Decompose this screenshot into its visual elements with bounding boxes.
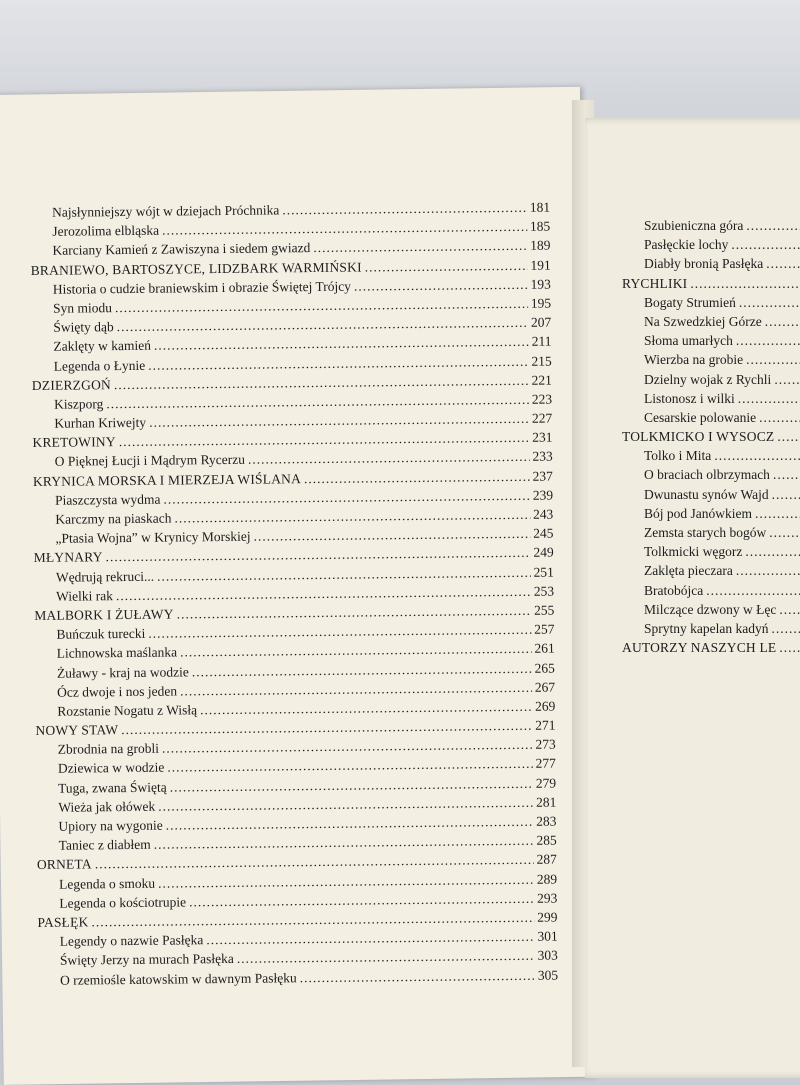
- toc-entry-title: Wieża jak ołówek: [58, 798, 156, 815]
- dot-leader: [163, 488, 530, 508]
- toc-section-row: [622, 429, 800, 448]
- dot-leader: [95, 852, 534, 873]
- dot-leader: [166, 814, 534, 834]
- toc-entry-title: Buńczuk turecki: [56, 625, 146, 642]
- toc-entry-title: Wędrują rekruci...: [55, 568, 155, 585]
- toc-entry-title: Słoma umarłych: [644, 333, 733, 349]
- toc-entry-title: ORNETA: [36, 856, 92, 873]
- toc-entry-title: Dzielny wojak z Rychli: [644, 371, 772, 387]
- toc-page-number: 261: [534, 640, 555, 657]
- toc-entry-row: [622, 295, 800, 314]
- toc-page-number: 269: [534, 698, 556, 714]
- toc-entry-title: Zemsta starych bogów: [644, 525, 767, 540]
- dot-leader: [706, 583, 800, 599]
- toc-entry-title: Na Szwedzkiej Górze: [644, 313, 762, 329]
- dot-leader: [162, 219, 527, 239]
- dot-leader: [254, 526, 531, 545]
- toc-entry-title: Diabły bronią Pasłęka: [644, 256, 764, 272]
- dot-leader: [174, 507, 530, 527]
- toc-entry-title: Historia o cudzie braniewskim i obrazie Świętej Trójcy: [52, 278, 352, 297]
- toc-entry-row: [622, 448, 800, 467]
- dot-leader: [154, 334, 529, 354]
- toc-entry-title: „Ptasia Wojna” w Krynicy Morskiej: [55, 528, 251, 546]
- toc-entry-row: [622, 218, 800, 237]
- toc-entry-title: MŁYNARY: [33, 549, 103, 566]
- toc-page-number: 189: [530, 237, 551, 254]
- toc-page-number: 239: [532, 487, 554, 503]
- dot-leader: [304, 468, 530, 486]
- toc-entry-title: Pasłęckie lochy: [644, 237, 729, 253]
- dot-leader: [282, 200, 527, 219]
- toc-entry-title: Upiory na wygonie: [58, 817, 163, 834]
- toc-entry-title: Piaszczysta wydma: [55, 491, 161, 508]
- dot-leader: [154, 833, 534, 853]
- toc-entry-row: [622, 602, 800, 621]
- dot-leader: [158, 795, 533, 815]
- dot-leader: [772, 487, 800, 503]
- toc-page-number: 195: [530, 295, 552, 311]
- toc-entry-title: Bratobójca: [644, 582, 704, 598]
- dot-leader: [180, 679, 532, 699]
- toc-page-number: 245: [533, 525, 554, 541]
- toc-page-number: 273: [535, 736, 556, 752]
- toc-entry-title: Listonosz i wilki: [644, 390, 735, 406]
- toc-page-number: 233: [532, 448, 553, 465]
- dot-leader: [91, 910, 534, 931]
- table-of-contents-left: [30, 200, 558, 992]
- toc-entry-title: Legendy o nazwie Pasłęka: [59, 932, 204, 949]
- dot-leader: [777, 429, 800, 445]
- toc-entry-title: Legenda o kościotrupie: [59, 894, 187, 911]
- dot-leader: [192, 660, 532, 680]
- dot-leader: [731, 237, 800, 253]
- toc-entry-title: KRETOWINY: [32, 434, 116, 451]
- toc-entry-title: RYCHLIKI: [622, 275, 688, 291]
- toc-page-number: 277: [535, 755, 556, 772]
- dot-leader: [739, 295, 800, 311]
- dot-leader: [738, 391, 800, 407]
- toc-entry-title: O Pięknej Łucji i Mądrym Rycerzu: [54, 452, 246, 470]
- toc-entry-row: [622, 237, 800, 256]
- dot-leader: [690, 276, 800, 292]
- dot-leader: [746, 218, 800, 234]
- toc-page-number: 227: [531, 410, 553, 426]
- dot-leader: [766, 256, 800, 272]
- toc-entry-row: [622, 544, 800, 563]
- dot-leader: [116, 584, 531, 604]
- toc-page-number: 255: [533, 602, 555, 618]
- dot-leader: [106, 545, 531, 565]
- dot-leader: [365, 257, 528, 275]
- toc-page-number: 231: [532, 429, 553, 446]
- dot-leader: [779, 640, 800, 656]
- dot-leader: [759, 410, 800, 426]
- toc-entry-row: [622, 621, 800, 640]
- dot-leader: [177, 603, 532, 623]
- dot-leader: [158, 871, 534, 891]
- toc-page-number: 301: [537, 928, 558, 944]
- dot-leader: [200, 699, 532, 718]
- toc-section-row: [622, 276, 800, 295]
- toc-page-number: 285: [536, 832, 557, 848]
- toc-entry-title: Kiszporg: [54, 396, 104, 412]
- dot-leader: [736, 333, 800, 349]
- toc-page-number: 207: [530, 314, 552, 330]
- dot-leader: [736, 563, 800, 579]
- toc-page-number: 237: [532, 468, 553, 484]
- toc-entry-row: [622, 372, 800, 391]
- dot-leader: [106, 392, 529, 412]
- toc-entry-row: [622, 391, 800, 410]
- toc-entry-title: Wielki rak: [56, 587, 113, 604]
- toc-page-number: 215: [531, 353, 552, 369]
- toc-entry-title: Tolkmicki węgorz: [644, 544, 743, 560]
- toc-entry-title: Karczmy na piaskach: [55, 510, 172, 527]
- toc-page-number: 281: [535, 794, 557, 810]
- toc-entry-title: Milczące dzwony w Łęc: [644, 601, 777, 617]
- toc-entry-title: Kurhan Kriwejty: [54, 414, 147, 431]
- toc-entry-title: Tolko i Mita: [644, 448, 712, 464]
- toc-entry-title: AUTORZY NASZYCH LE: [622, 640, 777, 656]
- toc-entry-title: Zbrodnia na grobli: [57, 740, 160, 757]
- toc-entry-title: Legenda o Łynie: [53, 357, 146, 374]
- dot-leader: [755, 506, 800, 522]
- dot-leader: [714, 448, 800, 464]
- dot-leader: [779, 602, 800, 618]
- toc-entry-title: TOLKMICKO I WYSOCZ: [622, 429, 775, 445]
- dot-leader: [746, 352, 800, 368]
- dot-leader: [206, 929, 534, 948]
- dot-leader: [157, 564, 531, 584]
- toc-entry-title: Zaklęta pieczara: [644, 563, 733, 579]
- dot-leader: [148, 353, 528, 373]
- toc-entry-title: Szubieniczna góra: [644, 218, 744, 233]
- toc-page-number: 211: [531, 333, 552, 350]
- toc-page-number: 249: [533, 544, 554, 561]
- dot-leader: [149, 411, 529, 431]
- toc-entry-title: Święty Jerzy na murach Pasłęka: [59, 951, 234, 969]
- toc-entry-row: [622, 525, 800, 544]
- toc-page-number: 299: [537, 909, 558, 925]
- toc-page-number: 253: [533, 583, 555, 599]
- toc-page-number: 181: [529, 199, 551, 215]
- dot-leader: [248, 449, 530, 468]
- toc-page-number: 293: [536, 890, 558, 906]
- dot-leader: [162, 737, 533, 757]
- dot-leader: [774, 372, 800, 388]
- dot-leader: [773, 467, 800, 483]
- dot-leader: [115, 296, 528, 316]
- toc-entry-title: PASŁĘK: [37, 914, 89, 930]
- toc-page-number: 193: [530, 276, 551, 292]
- dot-leader: [745, 544, 800, 560]
- toc-entry-row: [622, 333, 800, 352]
- toc-page-number: 223: [531, 391, 553, 407]
- toc-entry-title: Żuławy - kraj na wodzie: [56, 663, 189, 681]
- toc-entry-row: [622, 563, 800, 582]
- toc-section-row: [622, 640, 800, 659]
- dot-leader: [769, 525, 800, 541]
- dot-leader: [117, 315, 529, 335]
- toc-entry-title: Lichnowska maślanka: [56, 644, 178, 662]
- toc-entry-title: Ócz dwoje i nos jeden: [57, 683, 178, 700]
- toc-entry-title: Zaklęty w kamień: [53, 338, 152, 355]
- dot-leader: [771, 621, 800, 637]
- toc-entry-title: BRANIEWO, BARTOSZYCE, LIDZBARK WARMIŃSKI: [30, 259, 362, 278]
- toc-entry-title: Sprytny kapelan kadyń: [644, 620, 769, 636]
- toc-entry-row: [622, 487, 800, 506]
- toc-entry-title: O braciach olbrzymach: [644, 467, 770, 483]
- toc-entry-row: [622, 256, 800, 275]
- toc-entry-title: Najsłynniejszy wójt w dziejach Próchnika: [51, 202, 280, 220]
- toc-page-number: 257: [534, 621, 555, 637]
- toc-page-number: 251: [533, 564, 554, 580]
- toc-page-number: 185: [529, 218, 551, 234]
- dot-leader: [237, 948, 535, 967]
- toc-entry-title: O rzemiośle katowskim w dawnym Pasłęku: [60, 969, 297, 988]
- toc-entry-title: Jerozolima elbląska: [52, 222, 160, 239]
- toc-entry-title: Wierzba na grobie: [644, 352, 744, 368]
- toc-page-number: 287: [536, 851, 557, 868]
- toc-entry-title: Bój pod Janówkiem: [644, 505, 752, 521]
- toc-entry-title: Bogaty Strumień: [644, 294, 736, 310]
- dot-leader: [765, 314, 800, 330]
- toc-entry-title: Syn miodu: [53, 300, 113, 316]
- dot-leader: [121, 718, 532, 738]
- dot-leader: [148, 622, 531, 642]
- dot-leader: [189, 891, 534, 911]
- toc-page-number: 243: [532, 506, 554, 522]
- toc-page-number: 265: [534, 660, 555, 676]
- dot-leader: [300, 967, 535, 985]
- toc-entry-row: [622, 506, 800, 525]
- dot-leader: [170, 775, 533, 795]
- toc-entry-row: [622, 583, 800, 602]
- toc-page-number: 305: [537, 967, 559, 983]
- toc-entry-title: KRYNICA MORSKA I MIERZEJA WIŚLANA: [32, 470, 302, 489]
- toc-entry-row: [622, 410, 800, 429]
- toc-page-number: 303: [537, 947, 558, 964]
- toc-entry-title: Legenda o smoku: [59, 875, 156, 892]
- toc-entry-row: [622, 467, 800, 486]
- toc-entry-title: Dwunastu synów Wajd: [644, 486, 769, 502]
- dot-leader: [180, 641, 532, 661]
- toc-page-number: 191: [530, 257, 551, 273]
- toc-entry-title: Karciany Kamień z Zawiszyna i siedem gwiazd: [52, 240, 311, 259]
- toc-page-number: 267: [534, 679, 556, 695]
- toc-entry-row: [622, 314, 800, 333]
- toc-entry-title: MALBORK I ŻUŁAWY: [34, 606, 174, 623]
- dot-leader: [167, 756, 532, 776]
- toc-entry-title: Rozstanie Nogatu z Wisłą: [57, 702, 198, 719]
- dot-leader: [354, 277, 528, 295]
- toc-entry-title: NOWY STAW: [35, 722, 119, 739]
- toc-page-number: 221: [531, 372, 552, 388]
- toc-entry-title: Taniec z diabłem: [58, 836, 151, 853]
- toc-page-number: 279: [535, 775, 557, 791]
- toc-page-number: 271: [535, 717, 556, 733]
- toc-entry-title: DZIERZGOŃ: [31, 376, 112, 393]
- toc-entry-title: Dziewica w wodzie: [57, 760, 165, 777]
- toc-entry-row: [622, 352, 800, 371]
- toc-entry-title: Święty dąb: [53, 319, 114, 335]
- dot-leader: [114, 372, 529, 392]
- dot-leader: [313, 238, 527, 256]
- toc-page-number: 289: [536, 871, 558, 887]
- table-of-contents-right: [622, 218, 800, 659]
- toc-entry-title: Cesarskie polowanie: [644, 409, 757, 425]
- toc-entry-title: Tuga, zwana Świętą: [58, 779, 167, 796]
- dot-leader: [119, 430, 530, 450]
- toc-page-number: 283: [536, 813, 557, 829]
